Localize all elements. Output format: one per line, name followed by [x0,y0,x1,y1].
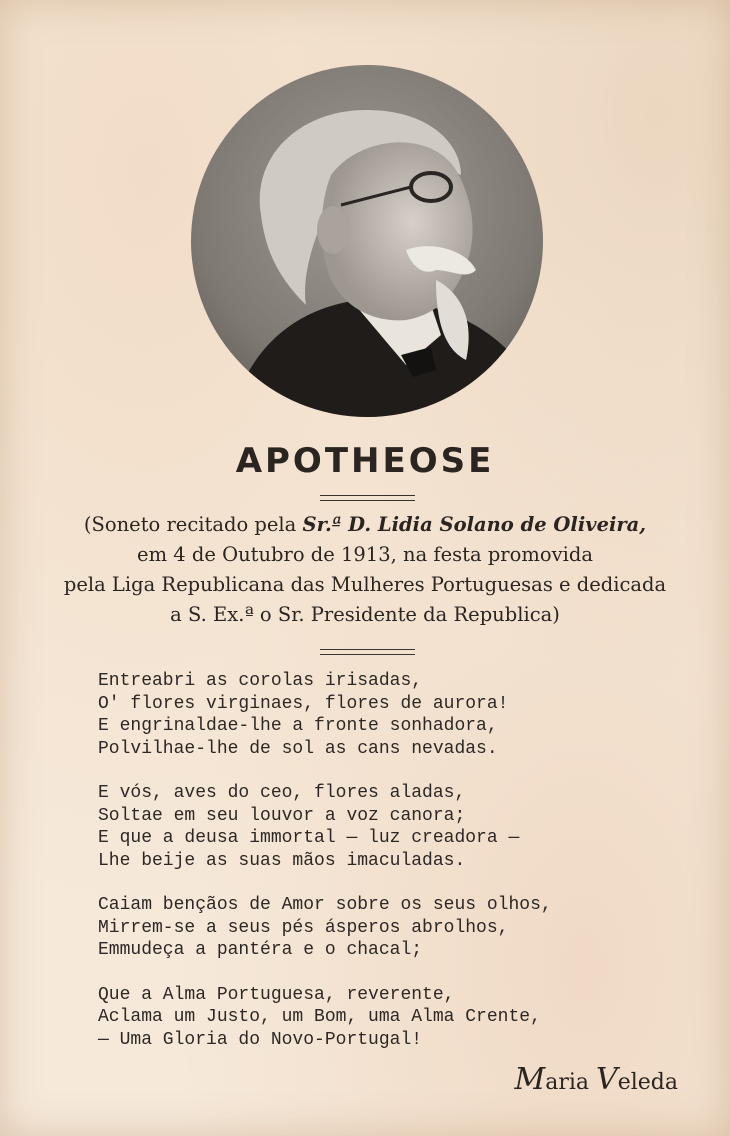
verse: E que a deusa immortal — luz creadora — [98,828,520,848]
stanza-3 [98,894,688,962]
stanza-1 [98,670,688,760]
signature-initial-v: V [596,1062,618,1097]
signature-initial-m: M [514,1062,546,1097]
verse: Aclama um Justo, um Bom, uma Alma Crente, [98,1007,541,1027]
stanza-2 [98,782,688,872]
dedication-line-3: pela Liga Republicana das Mulheres Portuguesas e dedicada [63,573,667,596]
verse: O' flores virginaes, flores de aurora! [98,693,509,714]
verse: Polvilhae-lhe de sol as cans nevadas. [98,738,498,759]
dedication-line-1-text: (Soneto recitado pela [83,513,303,536]
reciter-name: Sr.ª D. Lidia Solano de Oliveira, [302,513,647,536]
signature-last-name: eleda [617,1070,678,1095]
dedication-divider [320,649,415,655]
verse: — Uma Gloria do Novo-Portugal! [98,1029,423,1050]
dedication-text [20,510,710,630]
dedication-line-2: em 4 de Outubro de 1913, na festa promovida [137,543,593,566]
verse: Entreabri as corolas irisadas, [98,671,423,691]
portrait-photo [191,65,543,417]
verse: E vós, aves do ceo, flores aladas, [98,783,466,803]
verse: Soltae em seu louvor a voz canora; [98,805,466,826]
verse: E engrinaldae-lhe a fronte sonhadora, [98,716,498,736]
poem-title: APOTHEOSE [235,441,495,481]
verse: Que a Alma Portuguesa, reverente, [98,984,455,1005]
dedication-line-4: a S. Ex.ª o Sr. Presidente da Republica) [170,603,560,626]
verse: Caiam bençãos de Amor sobre os seus olhos, [98,895,552,915]
verse: Emmudeça a pantéra e o chacal; [98,940,423,960]
author-signature [515,1062,678,1097]
signature-first-name: aria [545,1070,597,1095]
stanza-4 [98,984,688,1052]
dedication-line-1 [20,510,710,540]
title-divider [320,495,415,501]
verse: Mirrem-se a seus pés ásperos abrolhos, [98,917,509,938]
verse: Lhe beije as suas mãos imaculadas. [98,850,466,871]
portrait-image [191,65,543,417]
sonnet-body [98,670,688,1073]
